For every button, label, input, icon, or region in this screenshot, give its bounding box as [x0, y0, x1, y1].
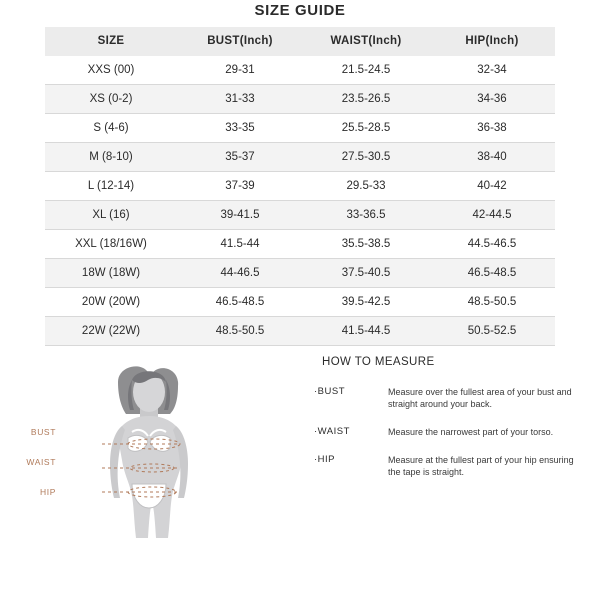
table-row — [45, 288, 555, 317]
table-row — [45, 230, 555, 259]
measure-label-hip: ·HIP — [314, 454, 335, 465]
cell-size: 20W (20W) — [45, 288, 177, 317]
how-to-measure-title: HOW TO MEASURE — [322, 356, 435, 368]
table-row — [45, 172, 555, 201]
cell-hip: 46.5-48.5 — [429, 259, 555, 288]
female-body-illustration — [62, 356, 242, 546]
table-row — [45, 85, 555, 114]
column-header-bust: BUST(Inch) — [177, 27, 303, 56]
cell-bust: 48.5-50.5 — [177, 317, 303, 346]
cell-hip: 40-42 — [429, 172, 555, 201]
figure-label-bust: BUST — [30, 427, 56, 437]
cell-bust: 29-31 — [177, 56, 303, 85]
measure-item-waist — [310, 426, 590, 438]
table-row — [45, 56, 555, 85]
cell-size: XS (0-2) — [45, 85, 177, 114]
cell-bust: 46.5-48.5 — [177, 288, 303, 317]
measure-label-bust: ·BUST — [314, 386, 345, 397]
cell-waist: 37.5-40.5 — [303, 259, 429, 288]
cell-hip: 36-38 — [429, 114, 555, 143]
cell-waist: 25.5-28.5 — [303, 114, 429, 143]
cell-hip: 42-44.5 — [429, 201, 555, 230]
size-table — [45, 27, 555, 346]
cell-size: S (4-6) — [45, 114, 177, 143]
cell-bust: 44-46.5 — [177, 259, 303, 288]
cell-bust: 39-41.5 — [177, 201, 303, 230]
measure-text-bust: Measure over the fullest area of your bust and straight around your back. — [388, 387, 572, 409]
cell-size: M (8-10) — [45, 143, 177, 172]
cell-hip: 34-36 — [429, 85, 555, 114]
measure-item-hip — [310, 454, 590, 478]
measure-item-bust — [310, 386, 590, 410]
measure-section — [0, 356, 600, 546]
cell-waist: 21.5-24.5 — [303, 56, 429, 85]
column-header-waist: WAIST(Inch) — [303, 27, 429, 56]
table-row — [45, 201, 555, 230]
measure-label-waist: ·WAIST — [314, 426, 350, 437]
cell-bust: 37-39 — [177, 172, 303, 201]
cell-size: 22W (22W) — [45, 317, 177, 346]
cell-hip: 44.5-46.5 — [429, 230, 555, 259]
table-row — [45, 143, 555, 172]
cell-size: XXL (18/16W) — [45, 230, 177, 259]
cell-hip: 38-40 — [429, 143, 555, 172]
measure-text-waist: Measure the narrowest part of your torso. — [388, 427, 554, 437]
cell-waist: 27.5-30.5 — [303, 143, 429, 172]
cell-size: XL (16) — [45, 201, 177, 230]
measure-text-hip: Measure at the fullest part of your hip ensuring the tape is straight. — [388, 455, 574, 477]
page-title: SIZE GUIDE — [254, 2, 346, 19]
cell-hip: 48.5-50.5 — [429, 288, 555, 317]
cell-waist: 41.5-44.5 — [303, 317, 429, 346]
table-row — [45, 259, 555, 288]
cell-hip: 50.5-52.5 — [429, 317, 555, 346]
cell-size: L (12-14) — [45, 172, 177, 201]
cell-waist: 39.5-42.5 — [303, 288, 429, 317]
figure-label-hip: HIP — [40, 487, 56, 497]
cell-bust: 41.5-44 — [177, 230, 303, 259]
how-to-measure — [310, 356, 590, 494]
cell-size: XXS (00) — [45, 56, 177, 85]
table-row — [45, 114, 555, 143]
table-header-row — [45, 27, 555, 56]
cell-waist: 35.5-38.5 — [303, 230, 429, 259]
cell-waist: 23.5-26.5 — [303, 85, 429, 114]
cell-waist: 33-36.5 — [303, 201, 429, 230]
cell-bust: 35-37 — [177, 143, 303, 172]
body-figure — [62, 356, 302, 546]
figure-label-waist: WAIST — [26, 457, 56, 467]
cell-waist: 29.5-33 — [303, 172, 429, 201]
cell-hip: 32-34 — [429, 56, 555, 85]
figure-measure-labels — [0, 426, 60, 516]
table-row — [45, 317, 555, 346]
cell-bust: 33-35 — [177, 114, 303, 143]
cell-bust: 31-33 — [177, 85, 303, 114]
column-header-size: SIZE — [45, 27, 177, 56]
cell-size: 18W (18W) — [45, 259, 177, 288]
column-header-hip: HIP(Inch) — [429, 27, 555, 56]
